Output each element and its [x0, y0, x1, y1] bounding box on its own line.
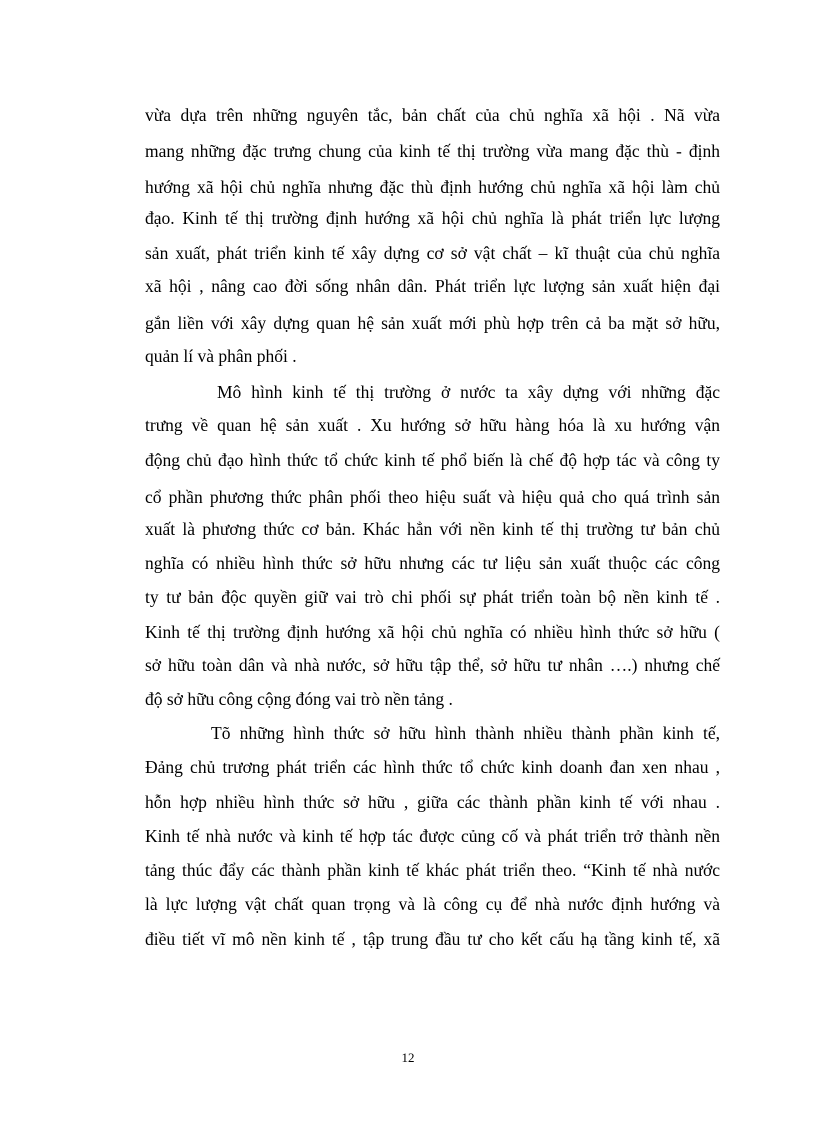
text-line: hướng xã hội chủ nghĩa nhưng đặc thù định hướng chủ nghĩa xã hội làm chủ: [145, 177, 720, 197]
text-line: xuất là phương thức cơ bản. Khác hẳn với nền kinh tế thị trường tư bản chủ: [145, 519, 720, 539]
text-line: vừa dựa trên những nguyên tắc, bản chất của chủ nghĩa xã hội . Nã vừa: [145, 105, 720, 125]
text-line: Kinh tế nhà nước và kinh tế hợp tác được củng cố và phát triển trở thành nền: [145, 826, 720, 846]
text-line: Đảng chủ trương phát triển các hình thức tổ chức kinh doanh đan xen nhau ,: [145, 757, 720, 777]
text-line: sở hữu toàn dân và nhà nước, sở hữu tập thể, sở hữu tư nhân ….) nhưng chế: [145, 655, 720, 675]
text-line: sản xuất, phát triển kinh tế xây dựng cơ sở vật chất – kĩ thuật của chủ nghĩa: [145, 243, 720, 263]
text-line: ty tư bản độc quyền giữ vai trò chi phối sự phát triển toàn bộ nền kinh tế .: [145, 587, 720, 607]
text-line: độ sở hữu công cộng đóng vai trò nền tảng .: [145, 689, 453, 709]
text-line: Kinh tế thị trường định hướng xã hội chủ nghĩa có nhiều hình thức sở hữu (: [145, 622, 720, 642]
text-line: điều tiết vĩ mô nền kinh tế , tập trung đầu tư cho kết cấu hạ tầng kinh tế, xã: [145, 929, 720, 949]
paragraph-first-line: Tõ những hình thức sở hữu hình thành nhiều thành phần kinh tế,: [211, 723, 720, 743]
text-line: trưng về quan hệ sản xuất . Xu hướng sở hữu hàng hóa là xu hướng vận: [145, 415, 720, 435]
text-line: đạo. Kinh tế thị trường định hướng xã hội chủ nghĩa là phát triển lực lượng: [145, 208, 720, 228]
text-line: nghĩa có nhiều hình thức sở hữu nhưng các tư liệu sản xuất thuộc các công: [145, 553, 720, 573]
text-line: gắn liền với xây dựng quan hệ sản xuất mới phù hợp trên cả ba mặt sở hữu,: [145, 313, 720, 333]
text-line: mang những đặc trưng chung của kinh tế thị trường vừa mang đặc thù - định: [145, 141, 720, 161]
paragraph-first-line: Mô hình kinh tế thị trường ở nước ta xây dựng với những đặc: [217, 382, 720, 402]
text-line: quản lí và phân phối .: [145, 346, 297, 366]
text-line: là lực lượng vật chất quan trọng và là công cụ để nhà nước định hướng và: [145, 894, 720, 914]
page-number: 12: [401, 1050, 415, 1065]
text-line: cổ phần phương thức phân phối theo hiệu suất và hiệu quả cho quá trình sản: [145, 487, 720, 507]
text-line: tảng thúc đẩy các thành phần kinh tế khác phát triển theo. “Kinh tế nhà nước: [145, 860, 720, 880]
text-line: xã hội , nâng cao đời sống nhân dân. Phát triển lực lượng sản xuất hiện đại: [145, 276, 720, 296]
text-line: động chủ đạo hình thức tổ chức kinh tế phổ biến là chế độ hợp tác và công ty: [145, 450, 720, 470]
text-line: hỗn hợp nhiều hình thức sở hữu , giữa các thành phần kinh tế với nhau .: [145, 792, 720, 812]
